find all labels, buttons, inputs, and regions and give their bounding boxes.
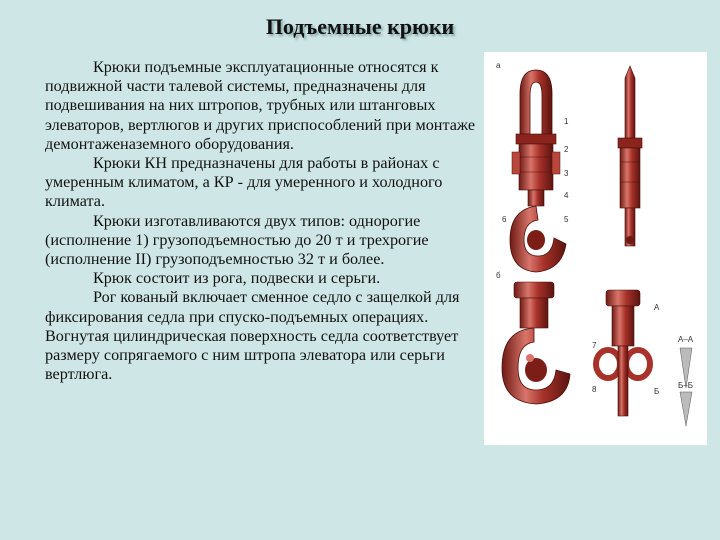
hook-drawing: [484, 52, 707, 445]
paragraph-4: Крюк состоит из рога, подвески и серьги.: [93, 269, 381, 288]
hook-illustration: [484, 52, 707, 445]
label-7: 7: [592, 341, 597, 350]
label-5: 5: [564, 215, 569, 224]
label-a: а: [496, 61, 501, 70]
paragraph-5: Рог кованый включает сменное седло с защелкой для фиксирования седла при спуско-подъемных операциях. Вогнутая цилиндрическая поверхность седла соответствует размеру сопрягаемого с ним штропа элеватора или серьги вертлюга.: [45, 288, 460, 384]
label-3: 3: [564, 169, 569, 178]
paragraph-2: Крюки КН предназначены для работы в районах с умеренным климатом, а КР - для умеренного и холодного климата.: [45, 154, 443, 211]
label-A: А: [654, 303, 660, 312]
paragraph-1: Крюки подъемные эксплуатационные относятся к подвижной части талевой системы, предназначены для подвешивания на них штропов, трубных или штанговых элеваторов, вертлюгов и других приспособлений при монтаже демонтаженаземного оборудования.: [45, 58, 476, 153]
body-text: [45, 58, 485, 384]
hook-b-side: [596, 290, 650, 416]
label-4: 4: [564, 191, 569, 200]
page-title: Подъемные крюки: [265, 14, 455, 39]
hook-b-front: [502, 282, 570, 404]
label-1: 1: [564, 117, 569, 126]
label-section-AA: А–А: [678, 335, 694, 344]
label-8: 8: [592, 385, 597, 394]
label-2: 2: [564, 145, 569, 154]
label-section-BB: Б–Б: [678, 381, 693, 390]
label-6: 6: [502, 215, 507, 224]
label-B: Б: [654, 387, 660, 396]
label-b: б: [496, 271, 501, 280]
hook-a-side: [618, 66, 642, 246]
hook-a-front: [510, 70, 566, 272]
paragraph-3: Крюки изготавливаются двух типов: однорогие (исполнение 1) грузоподъемностью до 20 т и трехрогие (исполнение II) грузоподъемностью 32 т и более.: [45, 211, 429, 269]
